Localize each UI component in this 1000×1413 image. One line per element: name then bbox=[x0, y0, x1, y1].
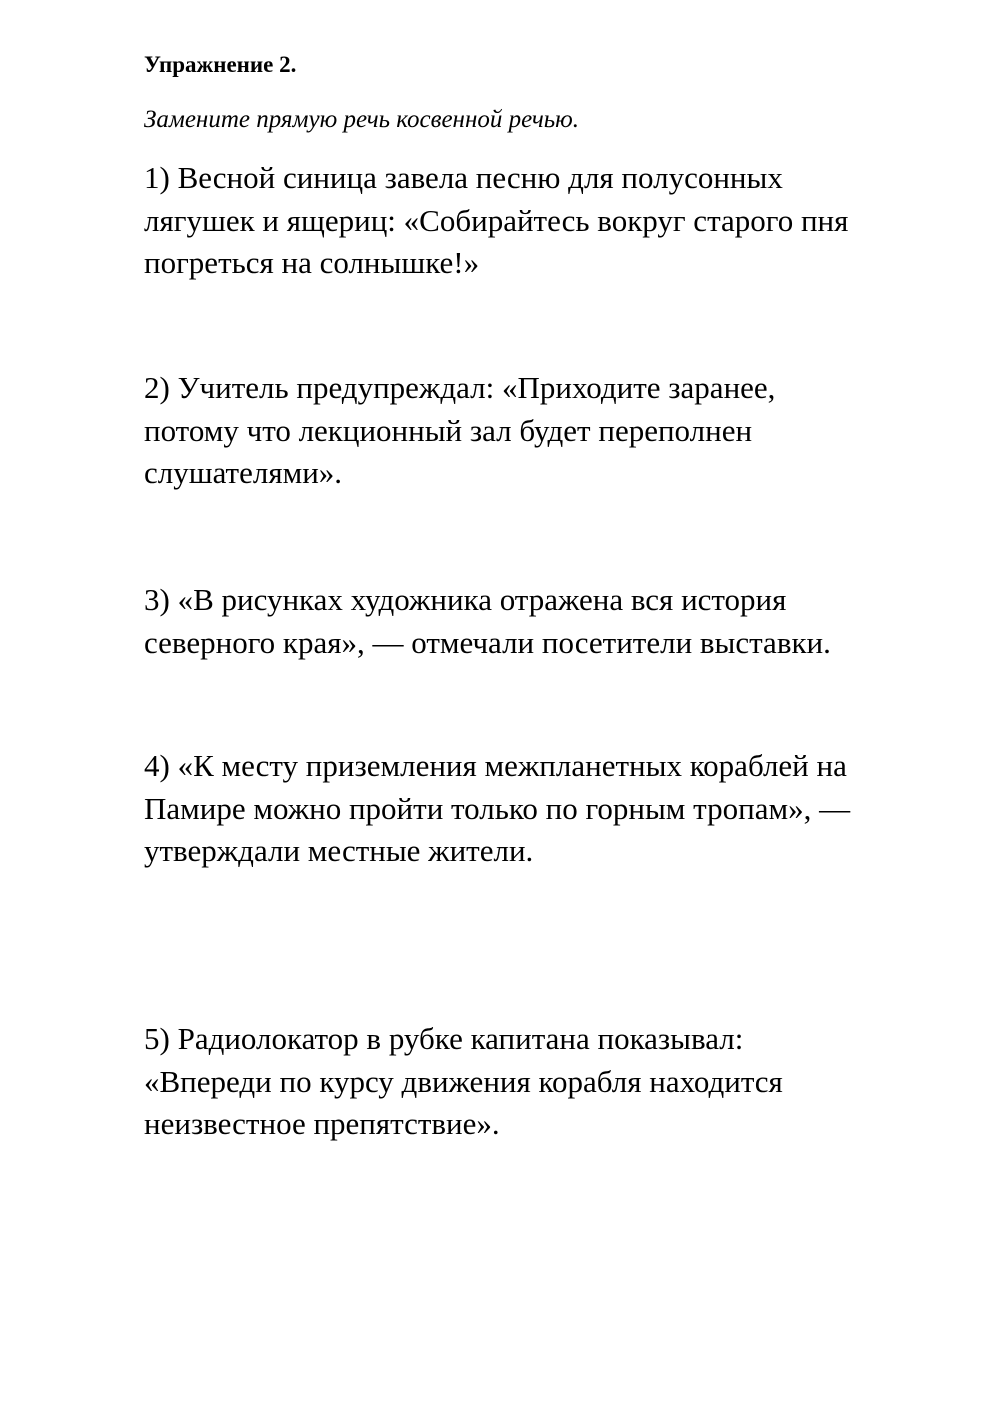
exercise-item-4 bbox=[144, 745, 850, 873]
exercise-item-1 bbox=[144, 157, 848, 285]
item-5-line-3: неизвестное препятствие». bbox=[144, 1106, 500, 1141]
item-4-line-2: Памире можно пройти только по горным тропам», — bbox=[144, 790, 851, 826]
item-4-line-1: 4) «К месту приземления межпланетных кораблей на bbox=[144, 748, 847, 783]
item-5-line-1: 5) Радиолокатор в рубке капитана показывал: bbox=[144, 1021, 744, 1056]
exercise-item-2 bbox=[144, 367, 775, 495]
exercise-title: Упражнение 2. bbox=[144, 52, 297, 77]
item-2-line-3: слушателями». bbox=[144, 455, 343, 490]
item-4-line-3: утверждали местные жители. bbox=[144, 833, 534, 868]
exercise-item-3 bbox=[144, 579, 831, 664]
item-2-line-2: потому что лекционный зал будет переполнен bbox=[144, 412, 753, 448]
item-1-line-2: лягушек и ящериц: «Собирайтесь вокруг старого пня bbox=[144, 202, 849, 238]
item-1-line-3: погреться на солнышке!» bbox=[144, 245, 480, 280]
item-2-line-1: 2) Учитель предупреждал: «Приходите заранее, bbox=[144, 370, 776, 405]
item-3-line-2: северного края», — отмечали посетители выставки. bbox=[144, 624, 831, 660]
exercise-item-5 bbox=[144, 1018, 783, 1146]
item-3-line-1: 3) «В рисунках художника отражена вся история bbox=[144, 582, 787, 617]
item-5-line-2: «Впереди по курсу движения корабля находится bbox=[144, 1063, 783, 1099]
exercise-instruction: Замените прямую речь косвенной речью. bbox=[144, 106, 580, 133]
item-1-line-1: 1) Весной синица завела песню для полусонных bbox=[144, 160, 783, 195]
